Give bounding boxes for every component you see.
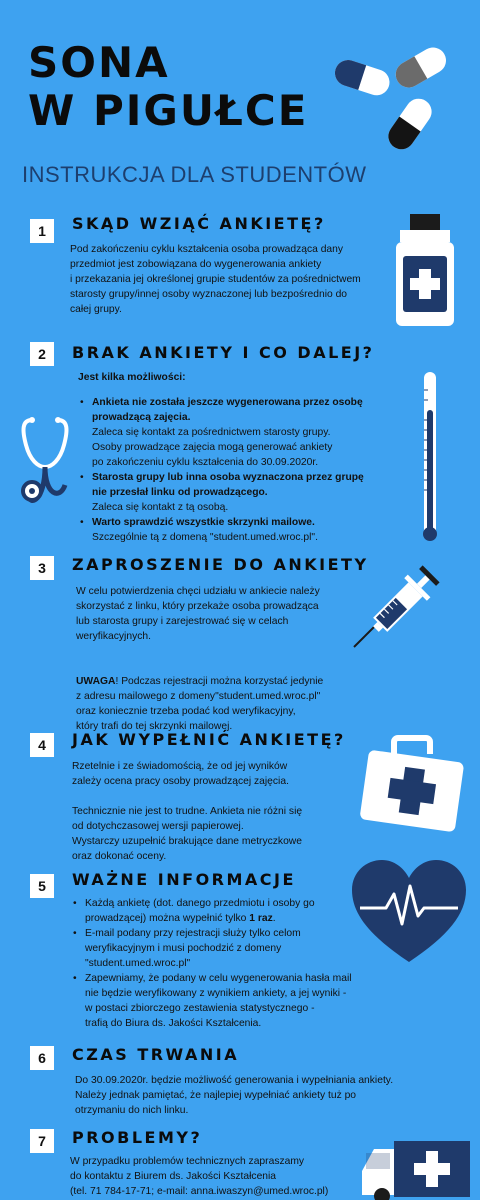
section-heading: ZAPROSZENIE DO ANKIETY [72, 555, 369, 574]
text-line: W celu potwierdzenia chęci udziału w ankiecie należy [76, 586, 320, 597]
text-line: przedmiot jest zobowiązana do wygenerowania ankiety [70, 259, 322, 270]
text-line: Do 30.09.2020r. będzie możliwość generowania i wypełniania ankiety. [75, 1075, 394, 1086]
section-number: 3 [30, 556, 54, 580]
stethoscope-icon [20, 415, 80, 510]
info-list [73, 896, 373, 1031]
text-line: całej grupy. [70, 304, 122, 315]
ambulance-icon [360, 1133, 470, 1200]
warning-line: UWAGA! Podczas rejestracji można korzystać jedynie [76, 676, 324, 687]
section-number: 1 [30, 219, 54, 243]
section-number: 6 [30, 1046, 54, 1070]
heart-pulse-icon [350, 858, 468, 968]
text-line: W przypadku problemów technicznych zapraszamy [70, 1156, 305, 1167]
medicine-bottle-icon [390, 212, 460, 328]
first-aid-kit-icon [358, 728, 466, 836]
intro-text: Jest kilka możliwości: [78, 372, 186, 383]
text-line: Wystarczy uzupełnić brakujące dane metryczkowe [72, 836, 302, 847]
section-heading: BRAK ANKIETY I CO DALEJ? [72, 343, 375, 362]
text-line: który trafi do tej skrzynki mailowej. [76, 721, 233, 732]
text-line: Technicznie nie jest to trudne. Ankieta nie różni się [72, 806, 303, 817]
section-heading: PROBLEMY? [72, 1128, 203, 1147]
text-line: otrzymaniu do nich linku. [75, 1105, 189, 1116]
section-number: 2 [30, 342, 54, 366]
text-line: Pod zakończeniu cyklu kształcenia osoba prowadząca dany [70, 244, 344, 255]
page-subtitle: INSTRUKCJA DLA STUDENTÓW [22, 162, 367, 187]
section-heading: WAŻNE INFORMACJE [72, 870, 296, 889]
section-body [78, 370, 418, 385]
section-number: 5 [30, 874, 54, 898]
page-title-line1: SONA [28, 38, 170, 87]
text-line: i przekazania jej określonej grupie studentów za pośrednictwem [70, 274, 361, 285]
list-item: • Zapewniamy, że podany w celu wygenerowania hasła mail nie będzie weryfikowany z wynikiem ankiety, a jej wyniki - w postaci zbiorczego zestawienia statystycznego - trafią do Biura ds. Jakości Kształcenia. [73, 971, 373, 1031]
section-heading: CZAS TRWANIA [72, 1045, 240, 1064]
section-body [75, 1073, 470, 1118]
section-number: 4 [30, 733, 54, 757]
option-list [80, 395, 410, 545]
list-item: • E-mail podany przy rejestracji służy tylko celom weryfikacyjnym i musi pochodzić z domeny "student.umed.wroc.pl" [73, 926, 373, 971]
text-line: Rzetelnie i ze świadomością, że od jej wyników [72, 761, 288, 772]
section-number: 7 [30, 1129, 54, 1153]
list-item: • Warto sprawdzić wszystkie skrzynki mailowe. Szczególnie tą z domeną "student.umed.wroc.pl". [80, 515, 410, 545]
text-line: z adresu mailowego z domeny"student.umed.wroc.pl" [76, 691, 321, 702]
text-line: weryfikacyjnych. [76, 631, 151, 642]
text-line: do kontaktu z Biurem ds. Jakości Kształcenia [70, 1171, 277, 1182]
text-line: od dotychczasowej wersji papierowej. [72, 821, 244, 832]
text-line: oraz dokonać oceny. [72, 851, 167, 862]
syringe-icon [350, 555, 450, 655]
text-line: starosty grupy/innej osoby wyznaczonej lub bezpośrednio do [70, 289, 348, 300]
text-line: Należy jednak pamiętać, że najlepiej wypełniać ankiety tuż po [75, 1090, 357, 1101]
text-line: lub starosta grupy i zarejestrować się w celach [76, 616, 289, 627]
text-line: oraz koniecznie trzeba podać kod weryfikacyjny, [76, 706, 296, 717]
list-item: • Starosta grupy lub inna osoba wyznaczona przez grupę nie przesłał linku od prowadzącego. Zaleca się kontakt z tą osobą. [80, 470, 410, 515]
section-body [70, 242, 390, 317]
text-line: zależy ocena pracy osoby prowadzącej zajęcia. [72, 776, 289, 787]
section-body [70, 1154, 370, 1199]
text-line: skorzystać z linku, który przekaże osoba prowadząca [76, 601, 319, 612]
list-item: • Każdą ankietę (dot. danego przedmiotu i osoby go prowadzącej) można wypełnić tylko 1 raz. [73, 896, 373, 926]
section-heading: JAK WYPEŁNIĆ ANKIETĘ? [72, 730, 346, 749]
thermometer-icon [418, 370, 442, 545]
section-heading: SKĄD WZIĄĆ ANKIETĘ? [72, 214, 326, 233]
text-line: (tel. 71 784-17-71; e-mail: anna.iwaszyn@umed.wroc.pl) [70, 1186, 329, 1197]
pills-icon [330, 40, 450, 160]
page-title-line2: W PIGUŁCE [28, 86, 309, 135]
section-body [72, 759, 362, 864]
section-body [76, 584, 376, 734]
list-item: • Ankieta nie została jeszcze wygenerowana przez osobę prowadzącą zajęcia. Zaleca się kontakt za pośrednictwem starosty grupy. Osoby prowadzące zajęcia mogą generować ankiety po zakończeniu cyklu kształcenia do 30.09.2020r. [80, 395, 410, 470]
